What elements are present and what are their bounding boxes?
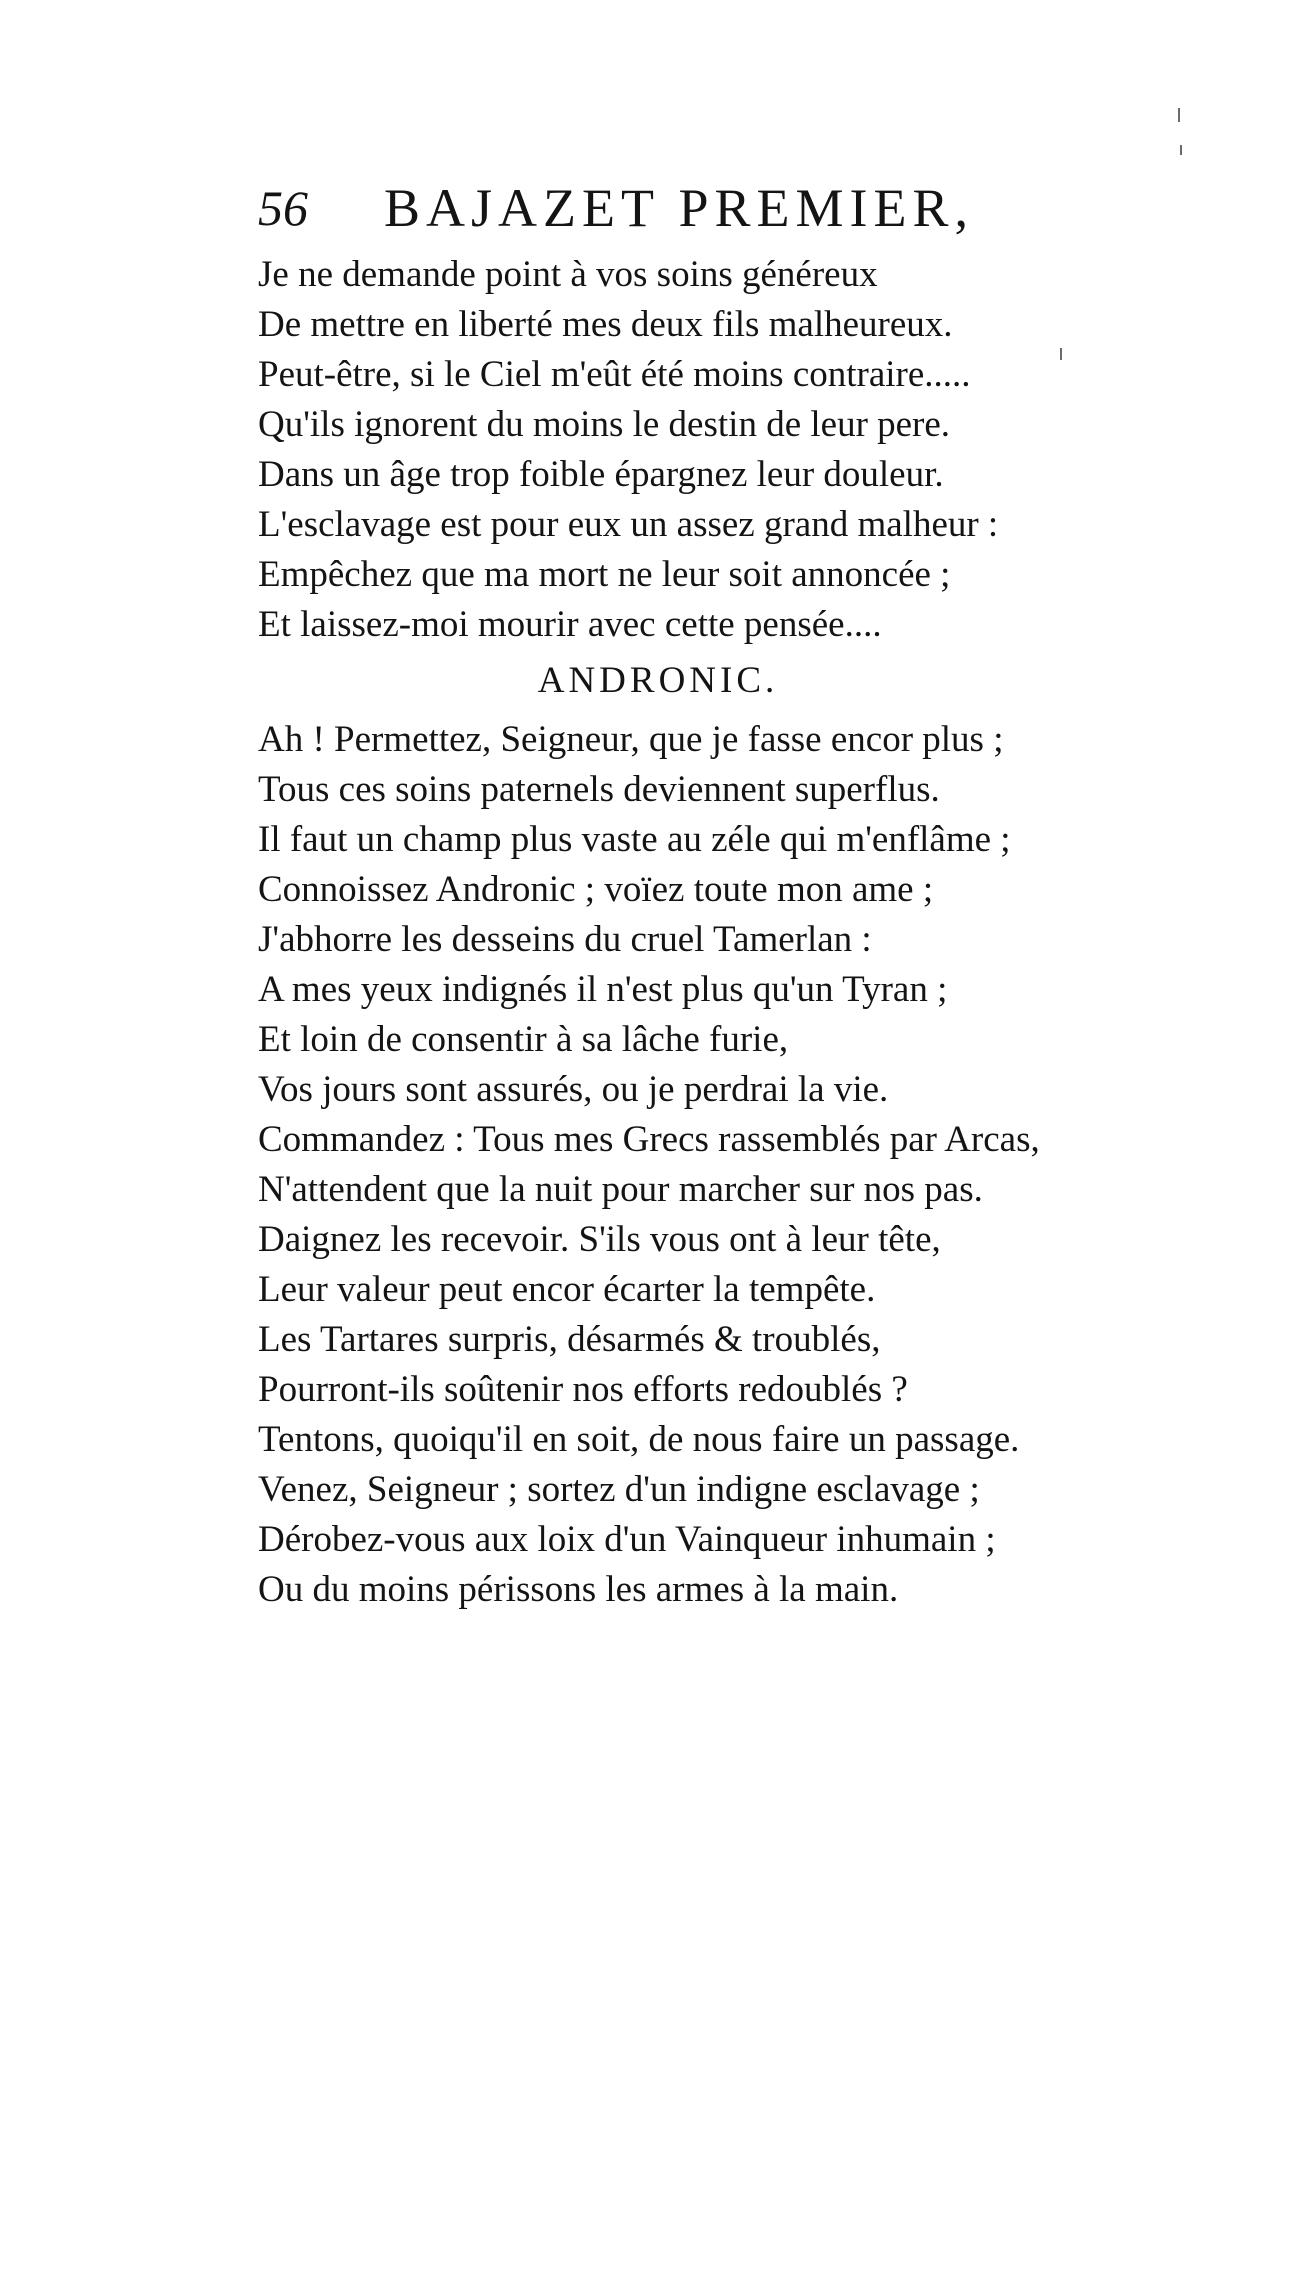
page-number: 56 [258, 180, 308, 236]
verse-line: Qu'ils ignorent du moins le destin de leur pere. [258, 404, 951, 445]
speech-bajazet [258, 250, 1158, 650]
verse-line: Je ne demande point à vos soins généreux [258, 254, 878, 295]
verse-line: N'attendent que la nuit pour marcher sur nos pas. [258, 1169, 983, 1210]
verse-line: Commandez : Tous mes Grecs rassemblés par Arcas, [258, 1119, 1040, 1160]
verse-line: Vos jours sont assurés, ou je perdrai la vie. [258, 1069, 889, 1110]
speech-andronic [258, 715, 1158, 1615]
verse-line: Pourront-ils soûtenir nos efforts redoublés ? [258, 1369, 908, 1410]
verse-line: Leur valeur peut encor écarter la tempête. [258, 1269, 876, 1310]
verse-line: L'esclavage est pour eux un assez grand malheur : [258, 504, 999, 545]
speaker-name: ANDRONIC. [537, 660, 779, 701]
verse-line: A mes yeux indignés il n'est plus qu'un Tyran ; [258, 969, 948, 1010]
verse-line: Et laissez-moi mourir avec cette pensée.... [258, 604, 882, 645]
verse-line: Ah ! Permettez, Seigneur, que je fasse encor plus ; [258, 719, 1004, 760]
verse-line: De mettre en liberté mes deux fils malheureux. [258, 304, 953, 345]
scan-speck [1060, 348, 1062, 360]
verse-line: J'abhorre les desseins du cruel Tamerlan : [258, 919, 872, 960]
page-header [258, 178, 1118, 258]
verse-line: Connoissez Andronic ; voïez toute mon ame ; [258, 869, 934, 910]
scan-speck [1178, 108, 1180, 122]
verse-line: Peut-être, si le Ciel m'eût été moins contraire..... [258, 354, 971, 395]
verse-line: Daignez les recevoir. S'ils vous ont à leur tête, [258, 1219, 941, 1260]
verse-line: Tous ces soins paternels deviennent superflus. [258, 769, 940, 810]
verse-line: Venez, Seigneur ; sortez d'un indigne esclavage ; [258, 1469, 980, 1510]
verse-line: Et loin de consentir à sa lâche furie, [258, 1019, 789, 1060]
verse-line: Empêchez que ma mort ne leur soit annoncée ; [258, 554, 951, 595]
verse-line: Dérobez-vous aux loix d'un Vainqueur inhumain ; [258, 1519, 996, 1560]
verse-line: Dans un âge trop foible épargnez leur douleur. [258, 454, 944, 495]
scan-speck [1180, 145, 1182, 155]
verse-line: Il faut un champ plus vaste au zéle qui m'enflâme ; [258, 819, 1011, 860]
verse-line: Tentons, quoiqu'il en soit, de nous faire un passage. [258, 1419, 1020, 1460]
verse-line: Ou du moins périssons les armes à la main. [258, 1569, 899, 1610]
verse-line: Les Tartares surpris, désarmés & troublés, [258, 1319, 881, 1360]
running-title: BAJAZET PREMIER, [384, 178, 975, 238]
